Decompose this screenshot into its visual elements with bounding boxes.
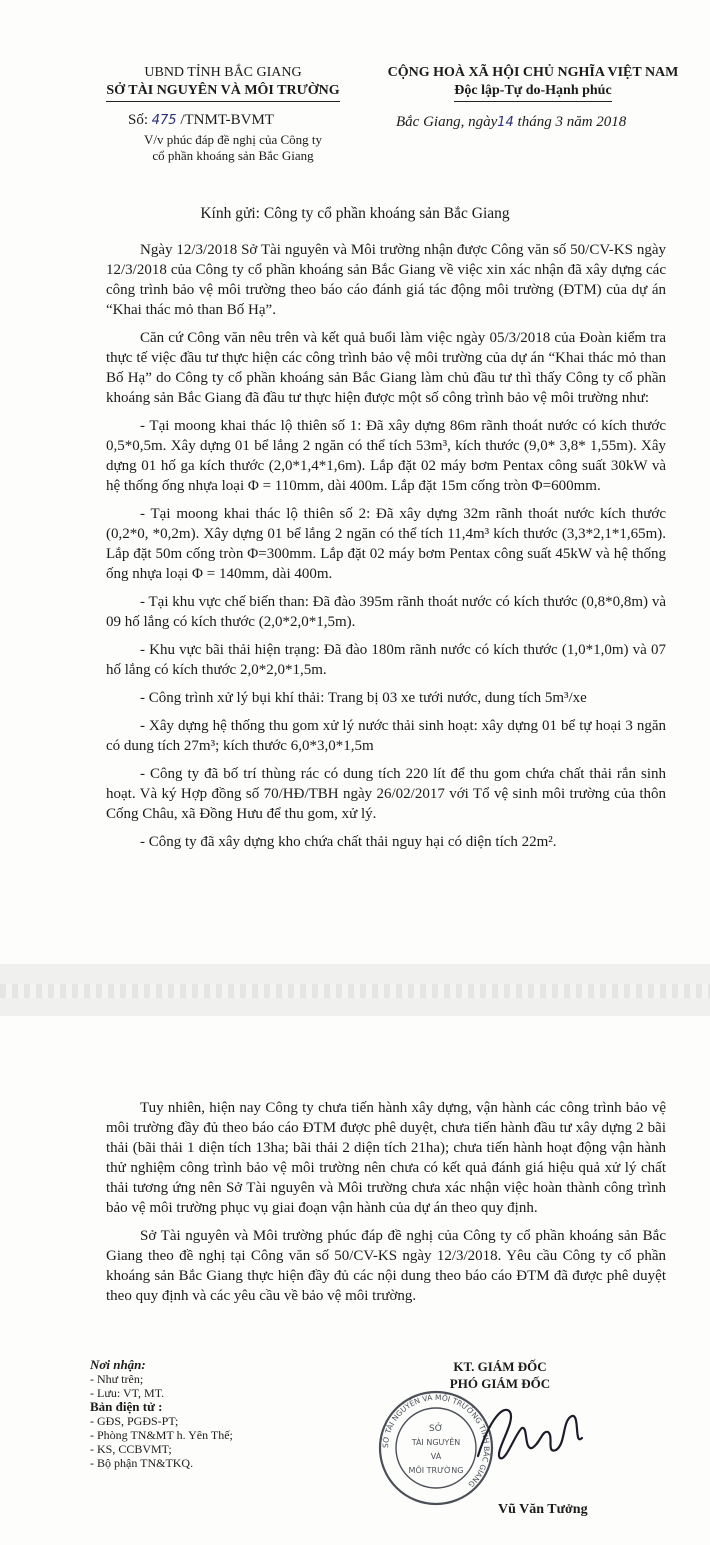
recipients-title: Nơi nhận: [90, 1357, 146, 1372]
stamp-inner-text: SỞ [429, 1424, 443, 1434]
paragraph: - Công ty đã bố trí thùng rác có dung tích 220 lít để thu gom chứa chất thải rắn sinh hoạt. Và ký Hợp đồng số 70/HĐ/TBH ngày 26/02/2017 với Tổ vệ sinh môi trường của thôn Cống Châu, xã Đồng Hưu để thu gom, xử lý. [106, 766, 666, 822]
paragraph: - Công ty đã xây dựng kho chứa chất thải nguy hại có diện tích 22m². [140, 834, 557, 850]
agency-name: SỞ TÀI NGUYÊN VÀ MÔI TRƯỜNG [106, 82, 339, 102]
electronic-copy-title: Bản điện tử : [90, 1399, 163, 1414]
recipient-item: - Bộ phận TN&TKQ. [90, 1456, 194, 1470]
stamp-inner-text: VÀ [430, 1452, 442, 1461]
stamp-inner-text: MÔI TRƯỜNG [408, 1466, 464, 1475]
handwritten-number: 475 [151, 113, 177, 128]
stamp-inner-text: TÀI NGUYÊN [411, 1438, 461, 1447]
document-subject [108, 132, 358, 164]
date-prefix: Bắc Giang, ngày [396, 114, 498, 130]
number-suffix: /TNMT-BVMT [180, 112, 274, 128]
document-number [128, 112, 274, 129]
recipient-item: - Như trên; [90, 1372, 144, 1386]
paragraph: Sở Tài nguyên và Môi trường phúc đáp đề nghị của Công ty cổ phần khoáng sản Bắc Giang theo đề nghị tại Công văn số 50/CV-KS ngày 12/3/2018. Yêu cầu Công ty cổ phần khoáng sản Bắc Giang thực hiện đầy đủ các nội dung theo báo cáo ĐTM đã được phê duyệt theo quy định và các yêu cầu về bảo vệ môi trường. [106, 1228, 666, 1304]
recipient-item: - KS, CCBVMT; [90, 1442, 172, 1456]
salutation: Kính gửi: Công ty cổ phần khoáng sản Bắc Giang [200, 205, 510, 222]
paragraph: - Tại moong khai thác lộ thiên số 1: Đã xây dựng 86m rãnh thoát nước có kích thước 0,5*0,5m. Xây dựng 01 bể lắng 2 ngăn có thể tích 53m³, kích thước (9,0* 3,8* 1,55m). Xây dựng 01 hố ga kích thước (2,0*1,4*1,6m). Lắp đặt 02 máy bơm Pentax công suất 30kW và hệ thống ống nhựa loại Φ = 110mm, dài 400m. Lắp đặt 15m cống tròn Φ=600mm. [106, 418, 666, 494]
handwritten-signature-icon [470, 1398, 590, 1468]
subject-line-1: V/v phúc đáp đề nghị của Công ty [144, 132, 322, 147]
paragraph: - Tại moong khai thác lộ thiên số 2: Đã xây dựng 32m rãnh thoát nước kích thước (0,2*0, *0,2m). Xây dựng 01 bể lắng 2 ngăn có thể tích 11,4m³ kích thước (3,3*2,1*1,65m). Lắp đặt 50m cống tròn Φ=300mm. Lắp đặt 02 máy bơm Pentax công suất 45kW và hệ thống ống nhựa loại Φ = 140mm, dài 400m. [106, 506, 666, 582]
stamp-ring-text: SỞ TÀI NGUYÊN VÀ MÔI TRƯỜNG TỈNH BẮC GIANG [380, 1392, 492, 1490]
page-separator [0, 964, 710, 1016]
recipient-item: - GĐS, PGĐS-PT; [90, 1414, 179, 1428]
date-suffix: tháng 3 năm 2018 [517, 114, 627, 130]
paragraph: - Công trình xử lý bụi khí thải: Trang bị 03 xe tưới nước, dung tích 5m³/xe [140, 690, 587, 706]
paragraph: - Khu vực bãi thải hiện trạng: Đã đào 180m rãnh nước có kích thước (1,0*1,0m) và 07 hố lắng có kích thước 2,0*2,0*1,5m. [106, 642, 666, 678]
signature-line-2: PHÓ GIÁM ĐỐC [449, 1376, 551, 1391]
signature-title [405, 1358, 595, 1392]
page2-body [106, 1098, 666, 1314]
paragraph: Căn cứ Công văn nêu trên và kết quả buổi làm việc ngày 05/3/2018 của Đoàn kiểm tra thực tế việc đầu tư thực hiện các công trình bảo vệ môi trường của dự án “Khai thác mỏ than Bố Hạ” do Công ty cổ phần khoáng sản Bắc Giang làm chủ đầu tư thì thấy Công ty cổ phần khoáng sản Bắc Giang đã đầu tư thực hiện được một số công trình bảo vệ môi trường như: [106, 330, 666, 406]
signature-line-1: KT. GIÁM ĐỐC [453, 1359, 547, 1374]
handwritten-day: 14 [497, 115, 514, 130]
subject-line-2: cổ phần khoáng sản Bắc Giang [152, 148, 314, 163]
recipient-item: - Lưu: VT, MT. [90, 1386, 165, 1400]
national-header-block [368, 64, 698, 102]
paragraph: Ngày 12/3/2018 Sở Tài nguyên và Môi trường nhận được Công văn số 50/CV-KS ngày 12/3/2018 của Công ty cổ phần khoáng sản Bắc Giang về việc xin xác nhận đã xây dựng các công trình bảo vệ môi trường theo báo cáo đánh giá tác động môi trường (ĐTM) của dự án “Khai thác mỏ than Bố Hạ”. [106, 242, 666, 318]
national-motto: Độc lập-Tự do-Hạnh phúc [454, 82, 611, 102]
paragraph: Tuy nhiên, hiện nay Công ty chưa tiến hành xây dựng, vận hành các công trình bảo vệ môi trường đầy đủ theo báo cáo ĐTM được phê duyệt, chưa tiến hành đầu tư xây dựng 2 bãi thải (bãi thải 1 diện tích 13ha; bãi thải 2 diện tích 21ha); chưa tiến hành hoạt động vận hành thử nghiệm công trình bảo vệ môi trường nên chưa có kết quả đánh giá hiệu quả xử lý chất thải tương ứng nên Sở Tài nguyên và Môi trường chưa xác nhận việc hoàn thành công trình bảo vệ môi trường phục vụ giai đoạn vận hành của dự án theo quy định. [106, 1100, 666, 1216]
recipient-item: - Phòng TN&MT h. Yên Thế; [90, 1428, 233, 1442]
issue-date [396, 114, 626, 131]
paragraph: - Xây dựng hệ thống thu gom xử lý nước thải sinh hoạt: xây dựng 01 bể tự hoại 3 ngăn có dung tích 27m³; kích thước 6,0*3,0*1,5m [106, 718, 666, 754]
agency-parent: UBND TỈNH BẮC GIANG [144, 65, 302, 80]
number-prefix: Số: [128, 112, 149, 128]
signer-name: Vũ Văn Tưởng [498, 1502, 588, 1517]
paragraph: - Tại khu vực chế biến than: Đã đào 395m rãnh thoát nước có kích thước (0,8*0,8m) và 09 hố lắng có kích thước (2,0*2,0*1,5m). [106, 594, 666, 630]
country-name: CỘNG HOÀ XÃ HỘI CHỦ NGHĨA VIỆT NAM [387, 65, 679, 80]
issuing-agency-block [88, 64, 358, 102]
page1-body [106, 240, 666, 860]
recipients-block [90, 1358, 310, 1470]
